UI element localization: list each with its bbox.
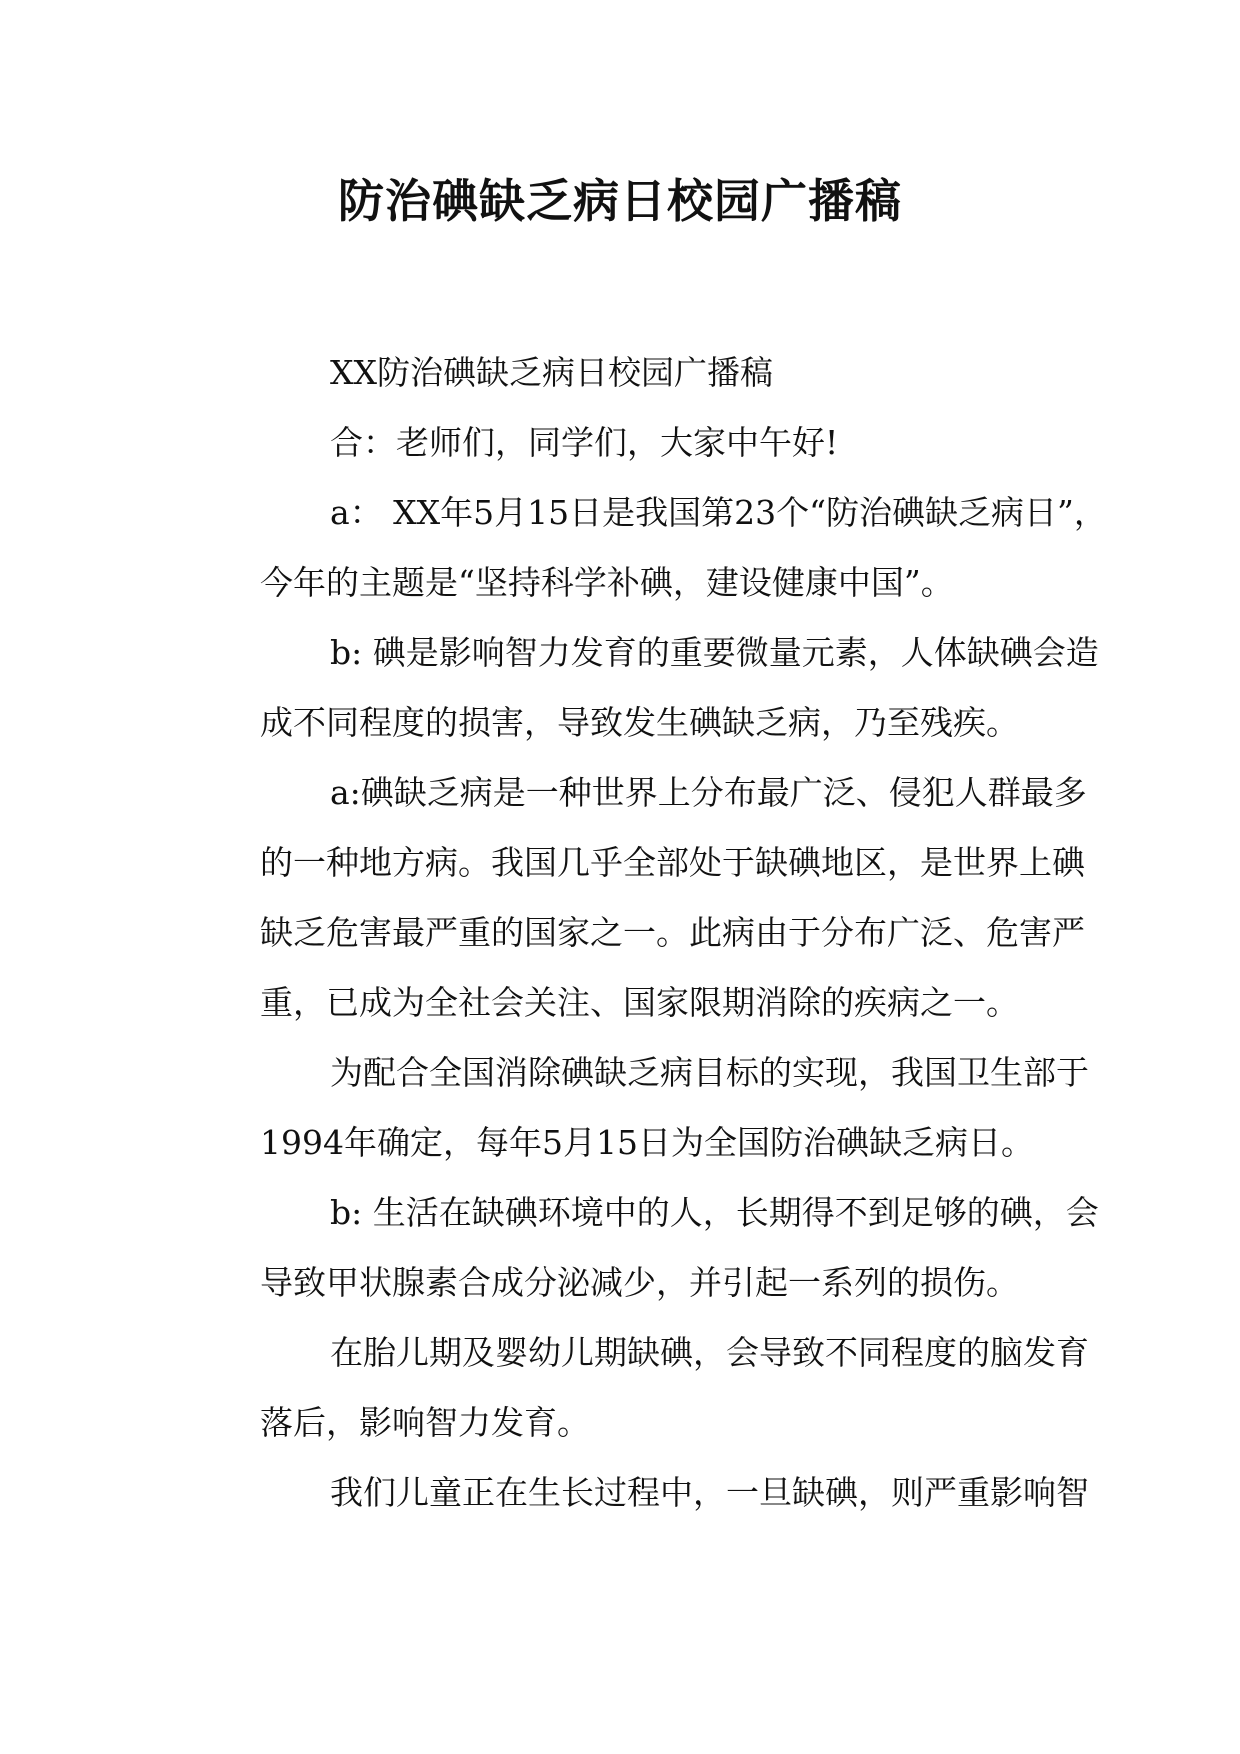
text-line: 导致甲状腺素合成分泌减少，并引起一系列的损伤。 (260, 1263, 1019, 1302)
text-line: 成不同程度的损害，导致发生碘缺乏病，乃至残疾。 (260, 703, 1019, 742)
text-line: 的一种地方病。我国几乎全部处于缺碘地区，是世界上碘 (260, 843, 1085, 882)
text-line: 缺乏危害最严重的国家之一。此病由于分布广泛、危害严 (260, 913, 1085, 952)
text-line: a： XX年5月15日是我国第23个“防治碘缺乏病日”， (330, 493, 1107, 532)
text-line: 1994年确定，每年5月15日为全国防治碘缺乏病日。 (260, 1123, 1034, 1162)
text-line: 落后，影响智力发育。 (260, 1403, 590, 1442)
paragraph-day-established (190, 1038, 1089, 1178)
text-line: 为配合全国消除碘缺乏病目标的实现，我国卫生部于 (330, 1053, 1089, 1092)
text-line: 在胎儿期及婴幼儿期缺碘，会导致不同程度的脑发育 (330, 1333, 1089, 1372)
paragraph-greeting (190, 408, 1052, 478)
text-line: b: 碘是影响智力发育的重要微量元素，人体缺碘会造 (330, 633, 1099, 672)
text-line: 我们儿童正在生长过程中，一旦缺碘，则严重影响智 (330, 1473, 1089, 1512)
document-title: 防治碘缺乏病日校园广播稿 (338, 174, 902, 228)
paragraph-b-iodine (190, 618, 1099, 758)
paragraph-heading-line (190, 338, 1052, 408)
text-line: 重，已成为全社会关注、国家限期消除的疾病之一。 (260, 983, 1019, 1022)
text-line: a:碘缺乏病是一种世界上分布最广泛、侵犯人群最多 (330, 773, 1087, 812)
text-line: b: 生活在缺碘环境中的人，长期得不到足够的碘，会 (330, 1193, 1099, 1232)
text-line: XX防治碘缺乏病日校园广播稿 (330, 353, 773, 392)
text-line: 合：老师们，同学们，大家中午好! (330, 423, 839, 462)
paragraph-a-disease (190, 758, 1087, 1038)
paragraph-a-theme (190, 478, 1107, 618)
document-body (190, 338, 1107, 1528)
paragraph-children (190, 1458, 1089, 1528)
paragraph-infancy (190, 1318, 1089, 1458)
text-line: 今年的主题是“坚持科学补碘，建设健康中国”。 (260, 563, 954, 602)
paragraph-b-deficiency (190, 1178, 1099, 1318)
